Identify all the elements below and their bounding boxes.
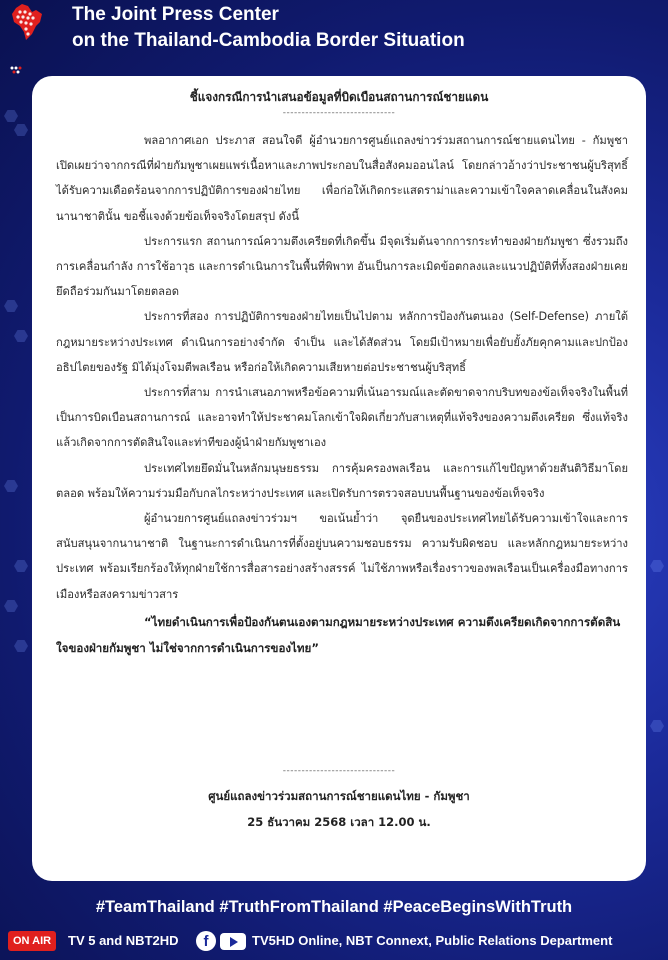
header-title-line1: The Joint Press Center: [72, 4, 279, 25]
on-air-badge: ON AIR: [8, 931, 56, 951]
decorative-hex: [14, 124, 28, 136]
tv-channels: TV 5 and NBT2HD: [68, 933, 179, 948]
small-map-icon: [8, 64, 26, 78]
decorative-hex: [4, 110, 18, 122]
header-title-line2: on the Thailand-Cambodia Border Situation: [72, 30, 465, 51]
document-heading: ชี้แจงกรณีการนำเสนอข้อมูลที่บิดเบือนสถานการณ์ชายแดน: [189, 90, 489, 104]
facebook-icon: f: [196, 931, 216, 951]
thailand-map-logo-icon: [6, 2, 58, 42]
paragraph-first-point: ประการแรก สถานการณ์ความตึงเครียดที่เกิดขึ้น มีจุดเริ่มต้นจากการกระทำของฝ่ายกัมพูชา ซึ่งรวมถึงการเคลื่อนกำลัง การใช้อาวุธ และการดำเนินการในพื้นที่พิพาท อันเป็นการละเมิดข้อตกลงและแนวปฏิบัติที่ทั้งสองฝ่ายเคยยึดถือร่วมกันมาโดยตลอด: [56, 234, 628, 299]
online-channels: TV5HD Online, NBT Connext, Public Relations Department: [252, 933, 613, 948]
document-body: [56, 128, 628, 661]
decorative-hex: [14, 560, 28, 572]
decorative-hex: [650, 720, 664, 732]
issuing-organization: ศูนย์แถลงข่าวร่วมสถานการณ์ชายแดนไทย - กัมพูชา: [208, 789, 470, 803]
decorative-hex: [4, 600, 18, 612]
decorative-hex: [650, 560, 664, 572]
header: [0, 0, 668, 68]
paragraph-third-point: ประการที่สาม การนำเสนอภาพหรือข้อความที่เน้นอารมณ์และตัดขาดจากบริบทของข้อเท็จจริงในพื้นที่ เป็นการบิดเบือนสถานการณ์ และอาจทำให้ประชาคมโลกเข้าใจผิดเกี่ยวกับสาเหตุที่แท้จริงของความตึงเครียด ซึ่งแท้จริงแล้วเกิดจากการตัดสินใจและท่าทีของผู้นำฝ่ายกัมพูชาเอง: [56, 386, 628, 450]
document-card: [32, 76, 646, 881]
broadcast-bar: [0, 928, 668, 954]
hashtags: #TeamThailand #TruthFromThailand #PeaceBeginsWithTruth: [95, 898, 573, 916]
decorative-hex: [4, 300, 18, 312]
key-quote: “ไทยดำเนินการเพื่อป้องกันตนเองตามกฎหมายระหว่างประเทศ ความตึงเครียดเกิดจากการตัดสินใจของฝ่ายกัมพูชา ไม่ใช่จากการดำเนินการของไทย”: [56, 614, 621, 655]
separator-top: ------------------------------: [282, 108, 396, 118]
decorative-hex: [14, 330, 28, 342]
issue-date: 25 ธันวาคม 2568 เวลา 12.00 น.: [247, 815, 431, 829]
decorative-hex: [14, 640, 28, 652]
decorative-hex: [4, 480, 18, 492]
separator-bottom: ------------------------------: [282, 766, 396, 776]
paragraph-second-point: ประการที่สอง การปฏิบัติการของฝ่ายไทยเป็นไปตาม หลักการป้องกันตนเอง (Self-Defense) ภายใต้กฎหมายระหว่างประเทศ ดำเนินการอย่างจำกัด จำเป็น และได้สัดส่วน โดยมีเป้าหมายเพื่อยับยั้งภัยคุกคามและปกป้องอธิปไตยของรัฐ มิได้มุ่งโจมตีพลเรือน หรือก่อให้เกิดความเสียหายต่อประชาชนผู้บริสุทธิ์: [56, 310, 628, 374]
paragraph-emphasis: ผู้อำนวยการศูนย์แถลงข่าวร่วมฯ ขอเน้นย้ำว่า จุดยืนของประเทศไทยได้รับความเข้าใจและการสนับสนุนจากนานาชาติ ในฐานะการดำเนินการที่ตั้งอยู่บนความชอบธรรม ความรับผิดชอบ และหลักกฎหมายระหว่างประเทศ พร้อมเรียกร้องให้ทุกฝ่ายใช้การสื่อสารอย่างสร้างสรรค์ ไม่ใช้ภาพหรือเรื่องราวของพลเรือนเป็นเครื่องมือทางการเมืองหรือสงครามข่าวสาร: [56, 512, 628, 601]
paragraph-humanitarian: ประเทศไทยยึดมั่นในหลักมนุษยธรรม การคุ้มครองพลเรือน และการแก้ไขปัญหาด้วยสันติวิธีมาโดยตลอด พร้อมให้ความร่วมมือกับกลไกระหว่างประเทศ และเปิดรับการตรวจสอบบนพื้นฐานของข้อเท็จจริง: [56, 461, 628, 500]
paragraph-intro: พลอากาศเอก ประภาส สอนใจดี ผู้อำนวยการศูนย์แถลงข่าวร่วมสถานการณ์ชายแดนไทย - กัมพูชา เปิดเผยว่าจากกรณีที่ฝ่ายกัมพูชาเผยแพร่เนื้อหาและภาพประกอบในสื่อสังคมออนไลน์ โดยกล่าวอ้างว่าประชาชนผู้บริสุทธิ์ได้รับความเดือดร้อนจากการปฏิบัติการของฝ่ายไทย เพื่อก่อให้เกิดกระแสดราม่าและความเข้าใจคลาดเคลื่อนในสังคมนานาชาตินั้น ขอชี้แจงด้วยข้อเท็จจริงโดยสรุป ดังนี้: [56, 134, 628, 223]
youtube-icon: [220, 933, 246, 950]
